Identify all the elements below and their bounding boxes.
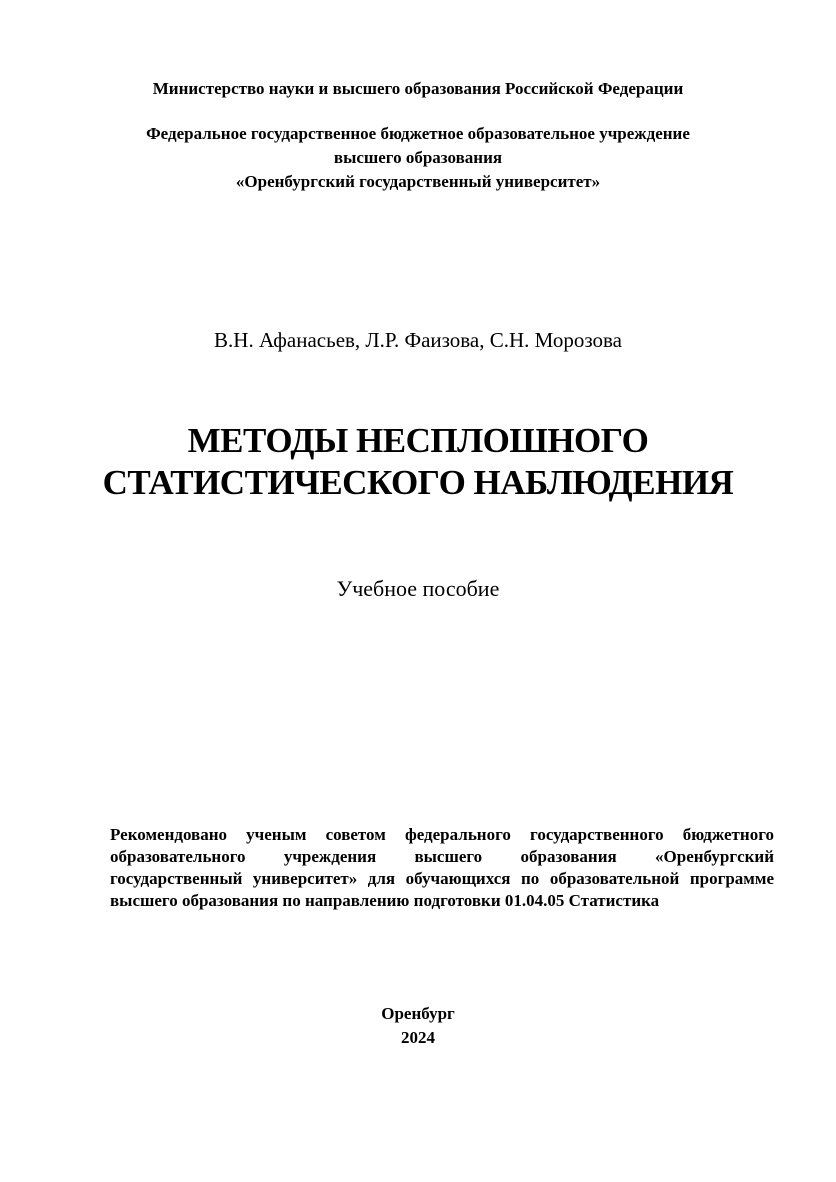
imprint-block — [0, 1002, 836, 1050]
book-title — [0, 420, 836, 504]
institution-line-3: «Оренбургский государственный университет» — [235, 172, 601, 191]
book-subtitle: Учебное пособие — [336, 576, 500, 601]
institution-line-2: высшего образования — [333, 148, 503, 167]
imprint-city: Оренбург — [381, 1004, 455, 1023]
institution-block — [0, 122, 836, 194]
book-title-line-1: МЕТОДЫ НЕСПЛОШНОГО — [187, 421, 649, 460]
ministry-name: Министерство науки и высшего образования Российской Федерации — [152, 79, 684, 98]
authors: В.Н. Афанасьев, Л.Р. Фаизова, С.Н. Морозова — [214, 328, 622, 352]
book-title-line-2: СТАТИСТИЧЕСКОГО НАБЛЮДЕНИЯ — [102, 463, 734, 502]
recommendation-text: Рекомендовано ученым советом федерального государственного бюджетного образовательного учреждения высшего образования «Оренбургский государственный университет» для обучающихся по образовательной программе высшего образования по направлению подготовки 01.04.05 Статистика — [110, 825, 774, 910]
imprint-year: 2024 — [401, 1028, 435, 1047]
institution-line-1: Федеральное государственное бюджетное образовательное учреждение — [146, 124, 690, 143]
